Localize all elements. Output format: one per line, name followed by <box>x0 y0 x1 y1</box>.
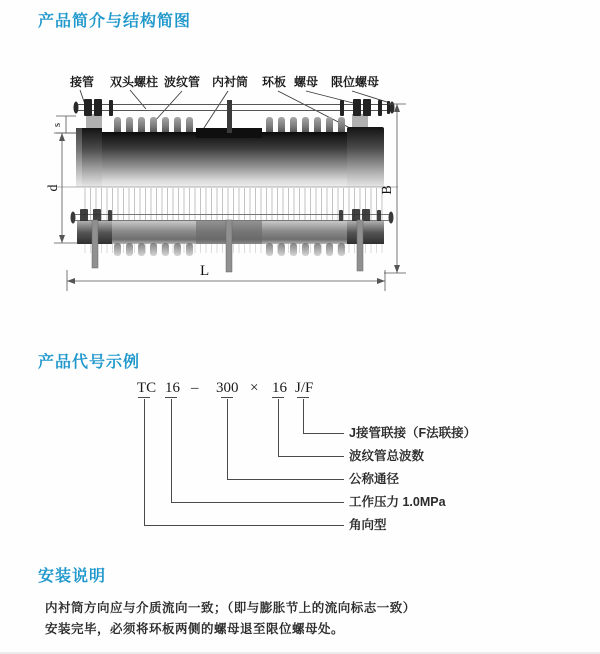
code-token-dn: 300 <box>216 380 239 396</box>
section-title-code: 产品代号示例 <box>38 354 141 371</box>
rod-end-washer <box>74 102 79 114</box>
code-token-waves: 16 <box>272 380 287 396</box>
part-label-pipe: 接管 <box>70 75 95 89</box>
dim-label-L: L <box>200 263 210 279</box>
rod-end-washer <box>71 212 76 224</box>
code-tick <box>138 397 150 398</box>
part-labels <box>69 74 379 89</box>
bellows-shell <box>100 132 348 187</box>
code-token-pressure: 16 <box>165 380 180 396</box>
part-label-liner: 内衬筒 <box>212 75 249 89</box>
callout-working-pressure: 工作压力 1.0MPa <box>349 495 446 509</box>
section-title-install: 安装说明 <box>38 568 107 585</box>
part-label-ring-plate: 环板 <box>262 75 287 89</box>
code-tick <box>297 397 309 398</box>
center-pin <box>227 100 232 133</box>
expansion-joint-diagram <box>0 0 600 305</box>
code-token-type: TC <box>137 380 157 396</box>
part-label-bellows: 波纹管 <box>164 75 201 89</box>
code-token-conn: J/F <box>295 380 314 396</box>
callout-angular-type: 角向型 <box>349 518 387 532</box>
callout-wave-count: 波纹管总波数 <box>349 449 425 463</box>
code-tick <box>221 397 233 398</box>
upper-nuts <box>84 99 390 116</box>
code-token-times: × <box>250 380 259 396</box>
inner-shell-lines <box>82 188 384 221</box>
stud-bar <box>352 114 368 129</box>
upper-tie-rod <box>76 105 392 111</box>
dim-s <box>51 116 76 133</box>
dim-label-s: s <box>51 122 63 128</box>
code-token-dash: – <box>191 380 199 396</box>
code-tick <box>165 397 177 398</box>
stud-bar <box>86 114 102 130</box>
dim-label-d: d <box>46 184 61 192</box>
stub-highlight <box>76 128 82 187</box>
code-tick <box>272 397 284 398</box>
callout-connection: J接管联接（F法联接） <box>349 426 477 440</box>
dim-d <box>46 133 78 243</box>
section-title-intro: 产品简介与结构简图 <box>38 13 192 30</box>
ring-plate-right <box>347 127 384 187</box>
part-label-limit-nut: 限位螺母 <box>331 75 380 89</box>
rod-end-washer <box>390 102 395 114</box>
part-label-nut: 螺母 <box>294 75 319 89</box>
callout-nominal-diameter: 公称通径 <box>349 472 400 486</box>
part-label-stud: 双头螺柱 <box>110 75 159 89</box>
lower-ring-plate <box>347 221 384 244</box>
dim-label-B: B <box>380 185 395 195</box>
code-connector <box>144 399 344 526</box>
install-line-1: 内衬筒方向应与介质流向一致；（即与膨胀节上的流向标志一致） <box>45 601 416 615</box>
install-line-2: 安装完毕，必须将环板两侧的螺母退至限位螺母处。 <box>45 622 345 636</box>
rod-end-washer <box>389 212 394 224</box>
